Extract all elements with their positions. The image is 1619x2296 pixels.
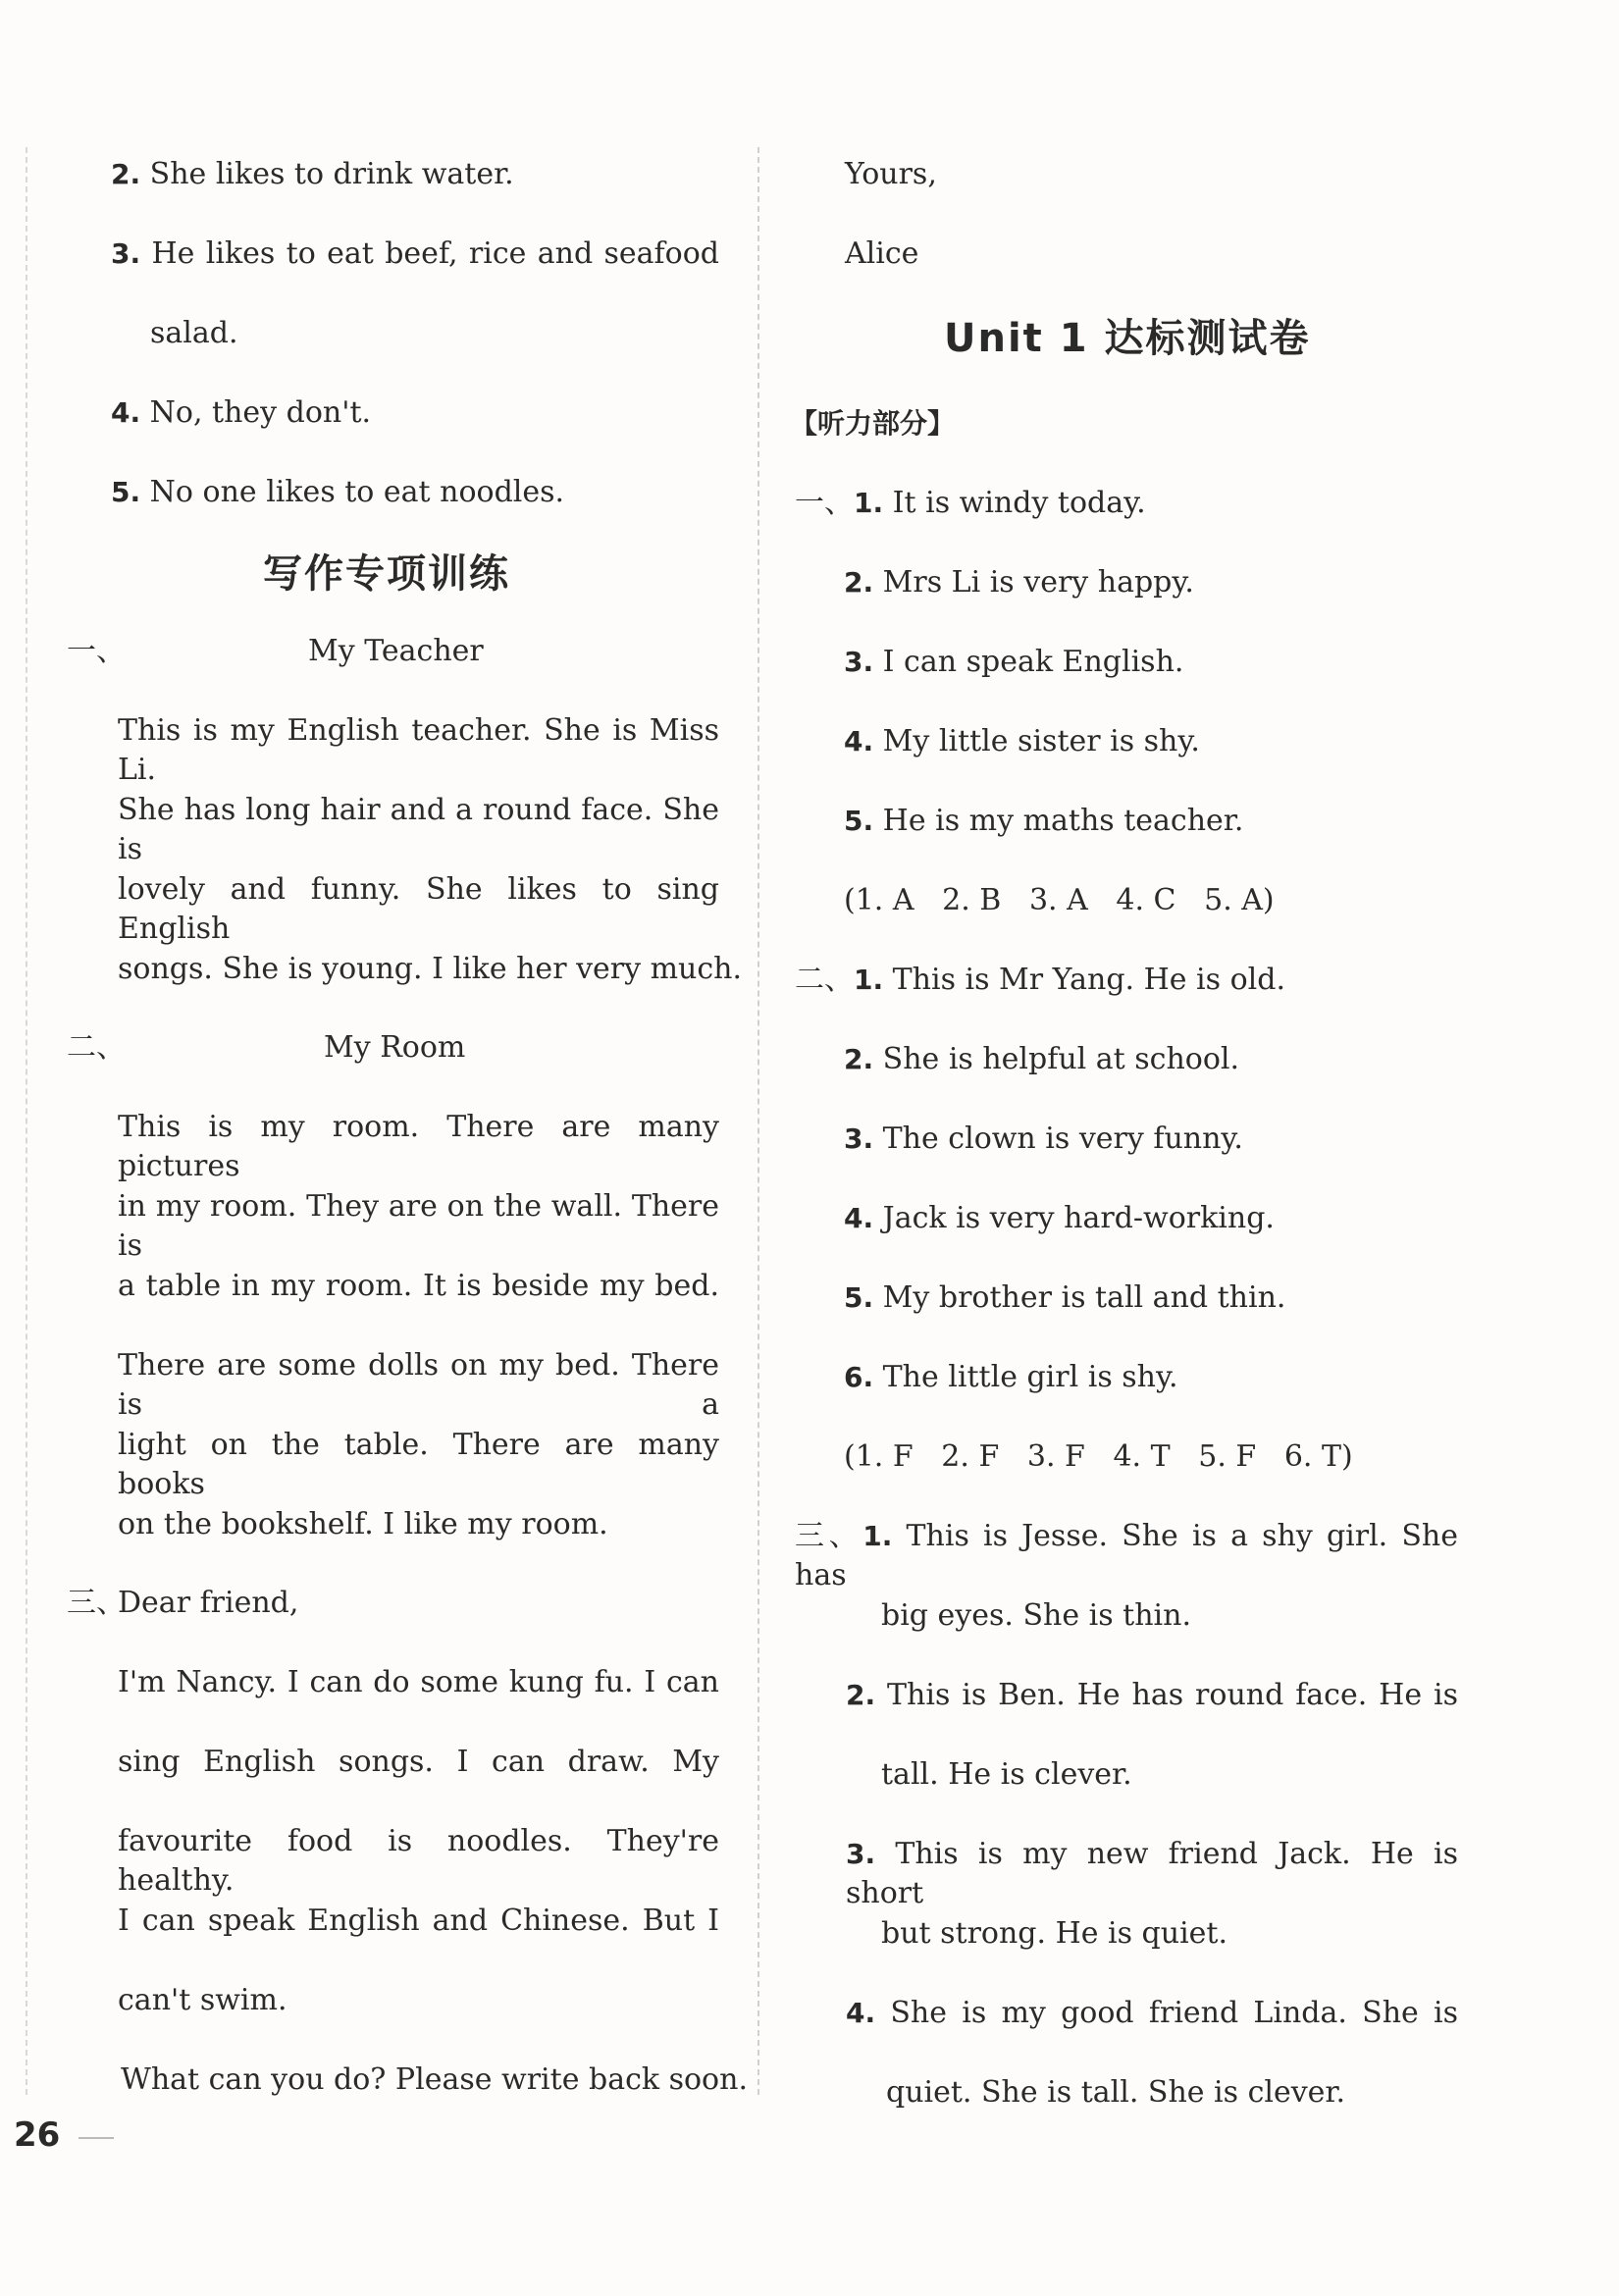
letter-signature: Alice [845, 236, 919, 271]
question-item: 6. The little girl is shy. [844, 1360, 1178, 1394]
essay-line: light on the table. There are many books [118, 1428, 719, 1501]
part-marker: 一、 [67, 634, 126, 668]
left-margin-divider [26, 147, 27, 2095]
essay-title: My Teacher [308, 634, 484, 668]
question-item: 3. The clown is very funny. [844, 1122, 1243, 1156]
page-number: 26 [14, 2115, 61, 2155]
essay-line: songs. She is young. I like her very much. [118, 952, 743, 986]
question-item-continuation: but strong. He is quiet. [881, 1916, 1228, 1951]
answer-item: 3. He likes to eat beef, rice and seafood [111, 236, 719, 271]
letter-greeting: Dear friend, [118, 1586, 299, 1620]
essay-line: This is my room. There are many pictures [118, 1110, 719, 1183]
answer-item-continuation: salad. [150, 316, 238, 350]
essay-line: lovely and funny. She likes to sing English [118, 872, 719, 946]
question-item: 5. He is my maths teacher. [844, 804, 1244, 838]
question-item-continuation: quiet. She is tall. She is clever. [886, 2075, 1346, 2110]
column-divider [757, 147, 759, 2095]
section-title: 写作专项训练 [263, 551, 510, 597]
section-label: 【听力部分】 [790, 407, 956, 440]
essay-line: This is my English teacher. She is Miss Li. [118, 713, 719, 787]
question-item: 4. Jack is very hard-working. [844, 1201, 1275, 1235]
question-item: 3. I can speak English. [844, 645, 1184, 679]
unit-title: Unit 1 达标测试卷 [944, 316, 1311, 361]
letter-line: I'm Nancy. I can do some kung fu. I can [118, 1665, 719, 1699]
essay-title: My Room [324, 1030, 466, 1065]
question-item: 2. This is Ben. He has round face. He is [846, 1678, 1458, 1712]
page-number-rule [78, 2137, 114, 2139]
answer-key: (1. A 2. B 3. A 4. C 5. A) [844, 883, 1275, 917]
answer-item: 4. No, they don't. [111, 395, 372, 430]
question-item-continuation: tall. He is clever. [881, 1757, 1132, 1792]
essay-line: in my room. They are on the wall. There is [118, 1189, 719, 1263]
question-item: 三、1. This is Jesse. She is a shy girl. She has [795, 1519, 1459, 1592]
question-item: 2. She is helpful at school. [844, 1042, 1240, 1076]
letter-line: I can speak English and Chinese. But I [118, 1904, 719, 1938]
essay-line: on the bookshelf. I like my room. [118, 1507, 608, 1541]
question-item: 4. My little sister is shy. [844, 724, 1200, 758]
question-item-continuation: big eyes. She is thin. [881, 1598, 1191, 1633]
question-item: 5. My brother is tall and thin. [844, 1280, 1286, 1315]
question-item: 2. Mrs Li is very happy. [844, 565, 1194, 600]
letter-line: favourite food is noodles. They're healthy. [118, 1824, 719, 1898]
letter-line: can't swim. [118, 1983, 287, 2017]
part-marker: 三、 [67, 1586, 126, 1620]
question-item: 一、1. It is windy today. [795, 486, 1146, 520]
question-item: 3. This is my new friend Jack. He is short [846, 1837, 1458, 1910]
answer-item: 2. She likes to drink water. [111, 157, 514, 191]
letter-line: sing English songs. I can draw. My [118, 1745, 719, 1779]
essay-line: There are some dolls on my bed. There is a [118, 1348, 719, 1422]
essay-line: She has long hair and a round face. She is [118, 793, 719, 866]
question-item: 4. She is my good friend Linda. She is [846, 1996, 1458, 2030]
letter-line: What can you do? Please write back soon. [121, 2062, 748, 2097]
letter-closing: Yours, [845, 157, 937, 191]
part-marker: 二、 [67, 1030, 126, 1065]
answer-key: (1. F 2. F 3. F 4. T 5. F 6. T) [844, 1439, 1353, 1474]
essay-line: a table in my room. It is beside my bed. [118, 1269, 719, 1303]
answer-item: 5. No one likes to eat noodles. [111, 475, 565, 509]
question-item: 二、1. This is Mr Yang. He is old. [795, 963, 1285, 997]
